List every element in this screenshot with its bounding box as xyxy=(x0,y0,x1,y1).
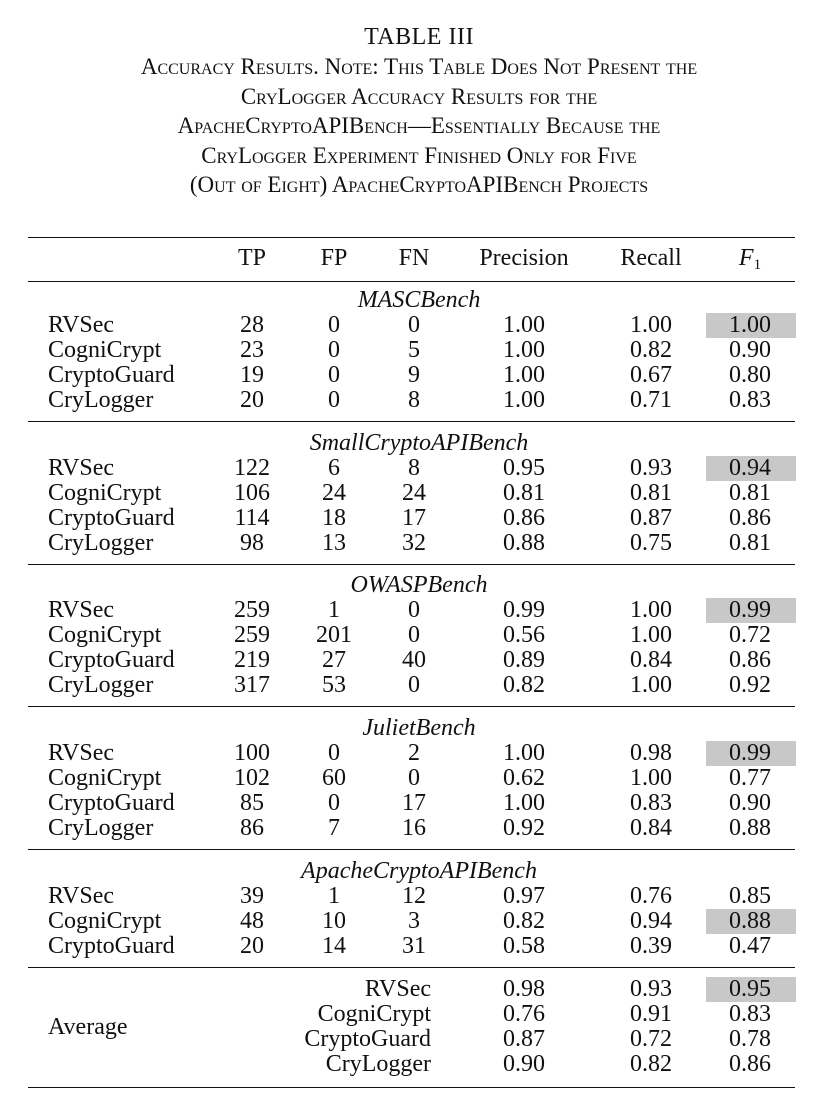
fn-value: 5 xyxy=(408,337,420,363)
tool-name: RVSec xyxy=(48,597,115,623)
fn-value: 8 xyxy=(408,455,420,481)
recall-value: 0.76 xyxy=(630,883,672,909)
recall-value: 0.93 xyxy=(630,455,672,481)
f1-value: 0.95 xyxy=(729,976,771,1002)
f1-value: 0.86 xyxy=(729,647,771,673)
fn-value: 16 xyxy=(402,815,426,841)
tool-name: CryptoGuard xyxy=(48,790,175,816)
caption-line: ApacheCryptoAPIBench—Essentially Because the xyxy=(177,113,661,139)
f1-value: 0.92 xyxy=(729,672,771,698)
tool-name: CryLogger xyxy=(48,815,154,841)
recall-value: 0.84 xyxy=(630,815,672,841)
caption-line: CryLogger Accuracy Results for the xyxy=(240,83,598,109)
recall-value: 0.81 xyxy=(630,480,672,506)
precision-value: 0.86 xyxy=(503,505,545,531)
fp-value: 201 xyxy=(316,622,352,648)
header-recall: Recall xyxy=(620,245,682,271)
tool-name: CogniCrypt xyxy=(48,480,162,506)
precision-value: 0.58 xyxy=(503,933,545,959)
f1-value: 0.81 xyxy=(729,530,771,556)
precision-value: 0.97 xyxy=(503,883,545,909)
f1-value: 0.99 xyxy=(729,740,771,766)
f1-value: 0.94 xyxy=(729,455,771,481)
precision-value: 0.90 xyxy=(503,1051,545,1077)
fn-value: 17 xyxy=(402,505,426,531)
tp-value: 122 xyxy=(234,455,270,481)
f1-value: 0.90 xyxy=(729,337,771,363)
caption-line: Accuracy Results. Note: This Table Does Not Present the xyxy=(140,54,698,79)
tool-name: CryLogger xyxy=(48,530,154,556)
tool-name: CryLogger xyxy=(48,672,154,698)
tool-name: CryptoGuard xyxy=(48,505,175,531)
tp-value: 19 xyxy=(240,362,264,388)
precision-value: 0.95 xyxy=(503,455,545,481)
tool-name: CryptoGuard xyxy=(48,362,175,388)
precision-value: 0.89 xyxy=(503,647,545,673)
precision-value: 0.76 xyxy=(503,1001,545,1027)
f1-value: 0.88 xyxy=(729,815,771,841)
precision-value: 1.00 xyxy=(503,790,545,816)
tool-name: CryptoGuard xyxy=(304,1026,431,1052)
benchmark-name: MASCBench xyxy=(357,287,481,313)
recall-value: 1.00 xyxy=(630,765,672,791)
fp-value: 1 xyxy=(328,883,340,909)
precision-value: 1.00 xyxy=(503,740,545,766)
recall-value: 1.00 xyxy=(630,312,672,338)
header-f1 xyxy=(739,246,761,278)
tp-value: 85 xyxy=(240,790,264,816)
f1-value: 0.85 xyxy=(729,883,771,909)
header-tp: TP xyxy=(237,245,267,271)
precision-value: 1.00 xyxy=(503,362,545,388)
tp-value: 48 xyxy=(240,908,264,934)
recall-value: 1.00 xyxy=(630,622,672,648)
fn-value: 2 xyxy=(408,740,420,766)
fp-value: 0 xyxy=(328,387,340,413)
fp-value: 13 xyxy=(322,530,346,556)
bottom-rule xyxy=(28,1087,795,1088)
caption-line: (Out of Eight) ApacheCryptoAPIBench Projects xyxy=(189,172,649,198)
f1-value: 1.00 xyxy=(729,312,771,338)
fn-value: 0 xyxy=(408,765,420,791)
f1-value: 0.86 xyxy=(729,505,771,531)
f1-value: 0.80 xyxy=(729,362,771,388)
benchmark-name: OWASPBench xyxy=(350,572,488,598)
tp-value: 86 xyxy=(240,815,264,841)
recall-value: 0.91 xyxy=(630,1001,672,1027)
precision-value: 1.00 xyxy=(503,387,545,413)
benchmark-name: JulietBench xyxy=(362,715,476,741)
recall-value: 0.82 xyxy=(630,1051,672,1077)
fn-value: 9 xyxy=(408,362,420,388)
recall-value: 0.39 xyxy=(630,933,672,959)
recall-value: 0.94 xyxy=(630,908,672,934)
f1-value: 0.88 xyxy=(729,908,771,934)
fp-value: 0 xyxy=(328,362,340,388)
precision-value: 0.88 xyxy=(503,530,545,556)
tool-name: RVSec xyxy=(48,455,115,481)
section-rule xyxy=(28,849,795,850)
tool-name: CryLogger xyxy=(48,387,154,413)
f1-value: 0.81 xyxy=(729,480,771,506)
tool-name: CogniCrypt xyxy=(48,337,162,363)
precision-value: 0.56 xyxy=(503,622,545,648)
recall-value: 1.00 xyxy=(630,597,672,623)
precision-value: 0.82 xyxy=(503,672,545,698)
top-rule xyxy=(28,237,795,238)
fp-value: 24 xyxy=(322,480,346,506)
benchmark-name: ApacheCryptoAPIBench xyxy=(301,858,537,884)
fn-value: 31 xyxy=(402,933,426,959)
benchmark-name: SmallCryptoAPIBench xyxy=(309,430,529,456)
fn-value: 0 xyxy=(408,312,420,338)
tool-name: RVSec xyxy=(364,976,431,1002)
f1-value: 0.99 xyxy=(729,597,771,623)
header-precision: Precision xyxy=(479,245,569,271)
header-rule xyxy=(28,281,795,282)
fp-value: 6 xyxy=(328,455,340,481)
recall-value: 0.75 xyxy=(630,530,672,556)
tp-value: 39 xyxy=(240,883,264,909)
fn-value: 12 xyxy=(402,883,426,909)
fp-value: 14 xyxy=(322,933,346,959)
tp-value: 20 xyxy=(240,387,264,413)
section-rule xyxy=(28,706,795,707)
header-fn: FN xyxy=(398,245,430,271)
tool-name: CogniCrypt xyxy=(317,1001,431,1027)
header-f1-letter: F xyxy=(738,245,754,271)
table-number: TABLE III xyxy=(364,24,474,50)
tp-value: 100 xyxy=(234,740,270,766)
tool-name: RVSec xyxy=(48,740,115,766)
recall-value: 0.98 xyxy=(630,740,672,766)
recall-value: 0.71 xyxy=(630,387,672,413)
tool-name: RVSec xyxy=(48,312,115,338)
section-rule xyxy=(28,967,795,968)
fn-value: 40 xyxy=(402,647,426,673)
fn-value: 0 xyxy=(408,622,420,648)
fn-value: 17 xyxy=(402,790,426,816)
fp-value: 18 xyxy=(322,505,346,531)
fn-value: 32 xyxy=(402,530,426,556)
fp-value: 0 xyxy=(328,790,340,816)
recall-value: 0.84 xyxy=(630,647,672,673)
tp-value: 20 xyxy=(240,933,264,959)
precision-value: 1.00 xyxy=(503,312,545,338)
precision-value: 0.87 xyxy=(503,1026,545,1052)
section-rule xyxy=(28,421,795,422)
tool-name: CogniCrypt xyxy=(48,908,162,934)
f1-value: 0.90 xyxy=(729,790,771,816)
tp-value: 114 xyxy=(234,505,270,531)
tp-value: 23 xyxy=(240,337,264,363)
fn-value: 8 xyxy=(408,387,420,413)
f1-value: 0.77 xyxy=(729,765,771,791)
fp-value: 1 xyxy=(328,597,340,623)
precision-value: 0.82 xyxy=(503,908,545,934)
f1-value: 0.83 xyxy=(729,387,771,413)
tool-name: CryptoGuard xyxy=(48,933,175,959)
fp-value: 53 xyxy=(322,672,346,698)
fp-value: 27 xyxy=(322,647,346,673)
table-caption xyxy=(0,22,838,200)
tp-value: 98 xyxy=(240,530,264,556)
average-label: Average xyxy=(48,1013,128,1040)
precision-value: 0.81 xyxy=(503,480,545,506)
fn-value: 0 xyxy=(408,672,420,698)
fp-value: 0 xyxy=(328,740,340,766)
f1-value: 0.78 xyxy=(729,1026,771,1052)
tool-name: CogniCrypt xyxy=(48,765,162,791)
tool-name: CryptoGuard xyxy=(48,647,175,673)
header-fp: FP xyxy=(320,245,348,271)
tp-value: 219 xyxy=(234,647,270,673)
tp-value: 102 xyxy=(234,765,270,791)
tool-name: RVSec xyxy=(48,883,115,909)
fn-value: 0 xyxy=(408,597,420,623)
precision-value: 1.00 xyxy=(503,337,545,363)
tp-value: 259 xyxy=(234,597,270,623)
tool-name: CryLogger xyxy=(325,1051,431,1077)
tp-value: 317 xyxy=(234,672,270,698)
fp-value: 7 xyxy=(328,815,340,841)
recall-value: 0.72 xyxy=(630,1026,672,1052)
fp-value: 0 xyxy=(328,337,340,363)
recall-value: 1.00 xyxy=(630,672,672,698)
fp-value: 10 xyxy=(322,908,346,934)
f1-value: 0.83 xyxy=(729,1001,771,1027)
fn-value: 24 xyxy=(402,480,426,506)
tp-value: 259 xyxy=(234,622,270,648)
section-rule xyxy=(28,564,795,565)
recall-value: 0.82 xyxy=(630,337,672,363)
precision-value: 0.99 xyxy=(503,597,545,623)
recall-value: 0.67 xyxy=(630,362,672,388)
f1-value: 0.47 xyxy=(729,933,771,959)
fp-value: 60 xyxy=(322,765,346,791)
fp-value: 0 xyxy=(328,312,340,338)
recall-value: 0.93 xyxy=(630,976,672,1002)
precision-value: 0.98 xyxy=(503,976,545,1002)
f1-value: 0.72 xyxy=(729,622,771,648)
tp-value: 106 xyxy=(234,480,270,506)
recall-value: 0.87 xyxy=(630,505,672,531)
header-f1-subscript: 1 xyxy=(753,257,762,273)
tp-value: 28 xyxy=(240,312,264,338)
f1-value: 0.86 xyxy=(729,1051,771,1077)
precision-value: 0.62 xyxy=(503,765,545,791)
tool-name: CogniCrypt xyxy=(48,622,162,648)
recall-value: 0.83 xyxy=(630,790,672,816)
precision-value: 0.92 xyxy=(503,815,545,841)
caption-line: CryLogger Experiment Finished Only for Five xyxy=(201,142,637,168)
fn-value: 3 xyxy=(408,908,420,934)
